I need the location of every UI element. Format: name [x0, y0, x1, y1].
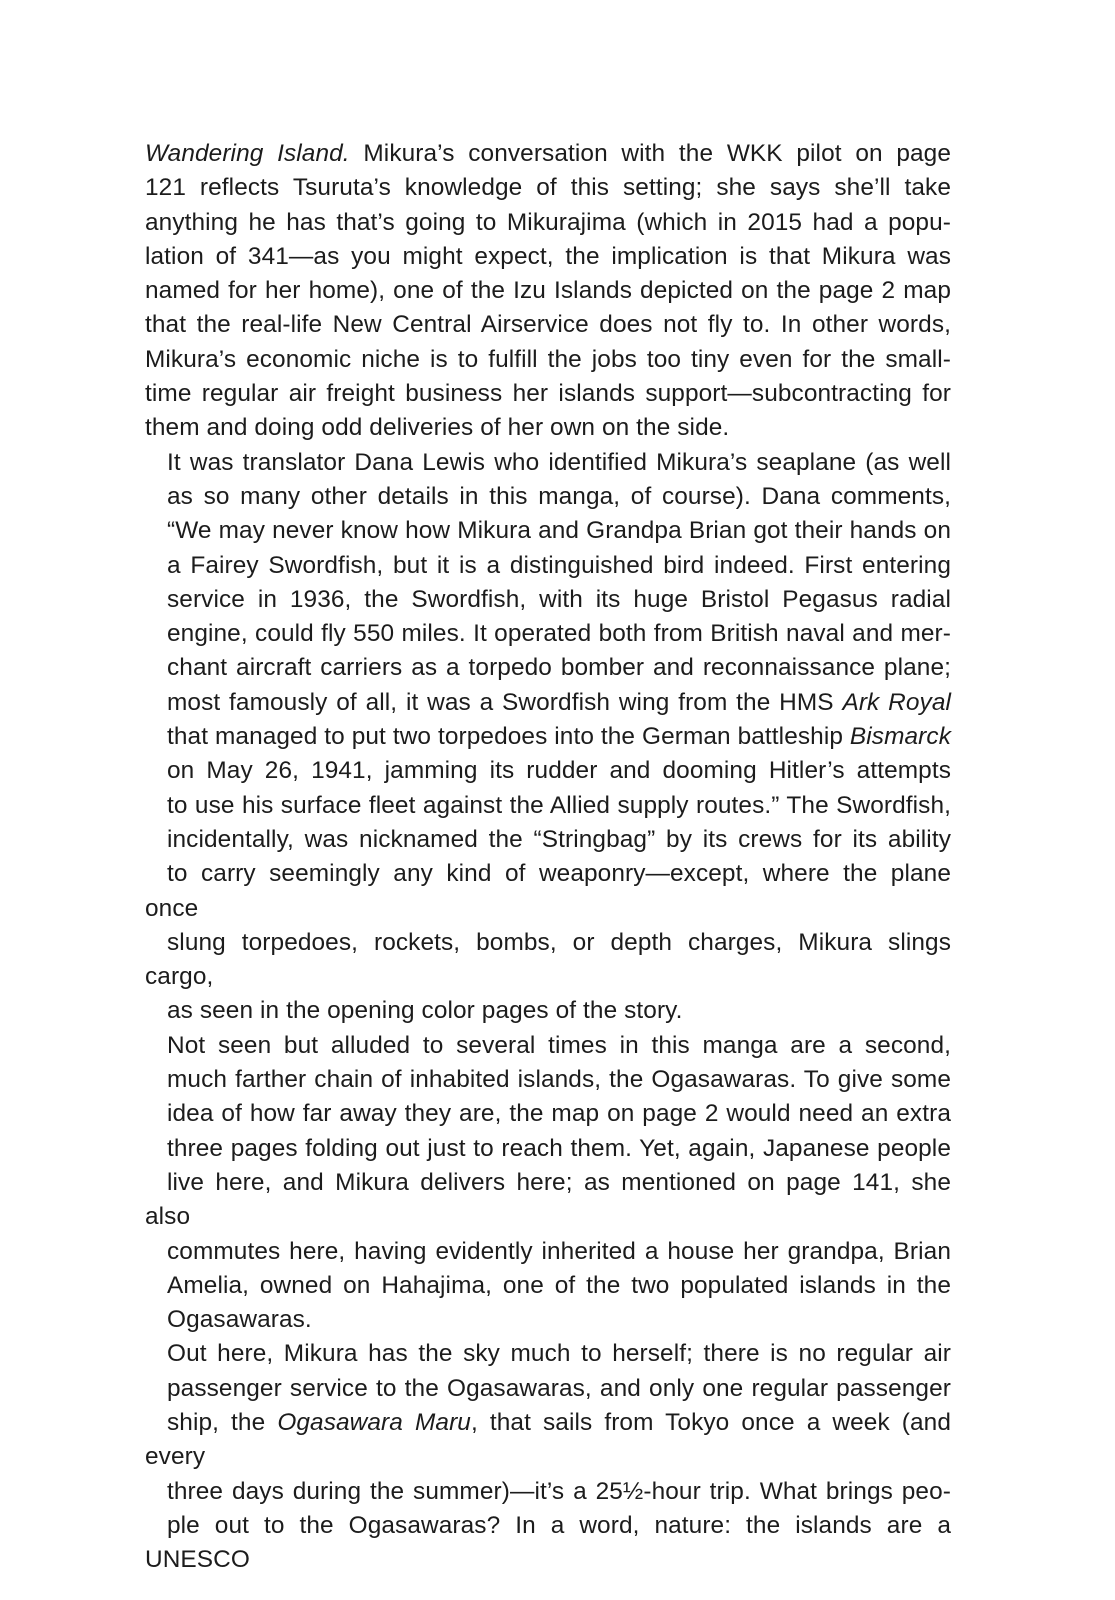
text-run: , that sails from Tokyo once a week (and every: [145, 1408, 951, 1471]
text-run: three days during the summer)—it’s a 25½-hour trip. What brings peo-: [167, 1477, 951, 1505]
text-line: [145, 1303, 951, 1337]
text-run: as seen in the opening color pages of the story.: [167, 997, 683, 1025]
text-line: [145, 720, 951, 754]
text-run: slung torpedoes, rockets, bombs, or depth charges, Mikura slings cargo,: [145, 928, 951, 991]
text-run: named for her home), one of the Izu Islands depicted on the page 2 map: [145, 277, 951, 305]
italic-text: Wandering Island.: [145, 140, 350, 167]
paragraph-4: [145, 1337, 951, 1577]
text-line: [145, 1029, 951, 1063]
text-run: Amelia, owned on Hahajima, one of the two populated islands in the: [167, 1271, 951, 1299]
text-run: Ogasawaras.: [167, 1306, 312, 1334]
text-line: [145, 994, 951, 1028]
text-line: [145, 308, 951, 342]
text-run: time regular air freight business her islands support—subcontracting for: [145, 380, 951, 408]
text-run: to use his surface fleet against the Allied supply routes.” The Swordfish,: [167, 791, 951, 819]
text-line: [145, 686, 951, 720]
paragraph-3: [145, 1029, 951, 1338]
text-run: Mikura’s economic niche is to fulfill the jobs too tiny even for the small-: [145, 345, 951, 373]
text-run: incidentally, was nicknamed the “Stringbag” by its crews for its ability: [167, 825, 951, 853]
text-line: [145, 926, 951, 995]
text-run: service in 1936, the Swordfish, with its huge Bristol Pegasus radial: [167, 585, 951, 613]
text-run: chant aircraft carriers as a torpedo bomber and reconnaissance plane;: [167, 654, 951, 682]
text-run: idea of how far away they are, the map on page 2 would need an extra: [167, 1100, 951, 1128]
text-run: on May 26, 1941, jamming its rudder and dooming Hitler’s attempts: [167, 757, 951, 785]
paragraph-1: [145, 137, 951, 446]
text-line: [145, 1097, 951, 1131]
page-body: [145, 137, 951, 1577]
text-line: [145, 343, 951, 377]
text-line: [145, 1475, 951, 1509]
text-line: [145, 1337, 951, 1371]
text-run: a Fairey Swordfish, but it is a distinguished bird indeed. First entering: [167, 551, 951, 579]
italic-text: Ogasawara Maru: [277, 1408, 471, 1436]
text-run: most famously of all, it was a Swordfish wing from the HMS: [167, 688, 843, 716]
text-run: that the real-life New Central Airservice does not fly to. In other words,: [145, 311, 951, 339]
text-line: [145, 651, 951, 685]
text-line: [145, 1132, 951, 1166]
italic-text: Ark Royal: [842, 688, 952, 716]
text-run: passenger service to the Ogasawaras, and only one regular passenger: [167, 1374, 951, 1402]
text-line: [145, 1372, 951, 1406]
text-run: as so many other details in this manga, of course). Dana comments,: [167, 482, 951, 510]
text-line: [145, 171, 951, 205]
text-line: [145, 1063, 951, 1097]
text-line: [145, 1406, 951, 1475]
text-line: [145, 857, 951, 926]
text-run: It was translator Dana Lewis who identified Mikura’s seaplane (as well: [167, 448, 951, 476]
text-line: [145, 1509, 951, 1578]
text-line: [145, 823, 951, 857]
italic-text: Bismarck: [849, 723, 951, 751]
text-line: [145, 206, 951, 240]
text-run: commutes here, having evidently inherited a house her grandpa, Brian: [167, 1237, 951, 1265]
text-run: ple out to the Ogasawaras? In a word, nature: the islands are a UNESCO: [145, 1511, 951, 1574]
text-run: to carry seemingly any kind of weaponry—except, where the plane once: [145, 860, 951, 922]
text-line: [145, 377, 951, 411]
text-line: [145, 137, 951, 171]
text-line: [145, 480, 951, 514]
text-run: Mikura’s conversation with the WKK pilot on page: [349, 140, 952, 167]
text-run: that managed to put two torpedoes into the German battleship: [167, 723, 850, 751]
text-line: [145, 754, 951, 788]
text-line: [145, 1166, 951, 1235]
text-line: [145, 1235, 951, 1269]
paragraph-2: [145, 446, 951, 1029]
text-run: “We may never know how Mikura and Grandpa Brian got their hands on: [167, 517, 951, 545]
text-run: much farther chain of inhabited islands, the Ogasawaras. To give some: [167, 1066, 951, 1094]
text-line: [145, 274, 951, 308]
text-line: [145, 1269, 951, 1303]
text-run: lation of 341—as you might expect, the implication is that Mikura was: [145, 242, 951, 270]
text-run: 121 reflects Tsuruta’s knowledge of this setting; she says she’ll take: [145, 174, 951, 202]
text-line: [145, 411, 951, 445]
text-run: engine, could fly 550 miles. It operated both from British naval and mer-: [167, 620, 951, 648]
text-run: Out here, Mikura has the sky much to herself; there is no regular air: [167, 1340, 951, 1368]
text-run: ship, the: [167, 1408, 278, 1436]
text-line: [145, 617, 951, 651]
text-line: [145, 583, 951, 617]
text-run: Not seen but alluded to several times in this manga are a second,: [167, 1031, 951, 1059]
text-run: anything he has that’s going to Mikurajima (which in 2015 had a popu-: [145, 208, 951, 236]
text-line: [145, 240, 951, 274]
text-line: [145, 446, 951, 480]
text-run: live here, and Mikura delivers here; as mentioned on page 141, she also: [145, 1168, 951, 1231]
text-run: them and doing odd deliveries of her own on the side.: [145, 414, 730, 442]
text-line: [145, 514, 951, 548]
text-line: [145, 789, 951, 823]
text-line: [145, 549, 951, 583]
text-run: three pages folding out just to reach them. Yet, again, Japanese people: [167, 1134, 951, 1162]
